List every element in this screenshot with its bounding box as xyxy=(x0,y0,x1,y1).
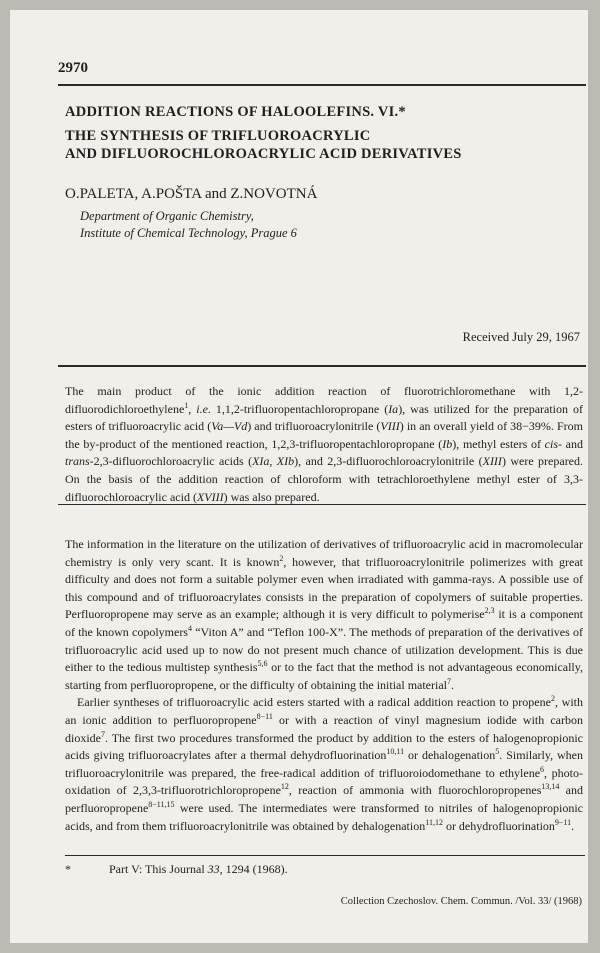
authors: O.PALETA, A.POŠTA and Z.NOVOTNÁ xyxy=(65,186,318,202)
title-line-3: AND DIFLUOROCHLOROACRYLIC ACID DERIVATIVES xyxy=(65,146,462,162)
page-number: 2970 xyxy=(58,60,88,76)
title-line-2: THE SYNTHESIS OF TRIFLUOROACRYLIC xyxy=(65,128,371,144)
received-date: Received July 29, 1967 xyxy=(462,330,580,344)
abstract-top-rule xyxy=(58,365,586,367)
journal-footer: Collection Czechoslov. Chem. Commun. /Vol. 33/ (1968) xyxy=(340,896,582,907)
abstract-bottom-rule xyxy=(58,504,586,505)
footnote: * Part V: This Journal 33, 1294 (1968). xyxy=(65,862,288,876)
abstract: The main product of the ionic addition reaction of fluorotrichloromethane with 1,2-difluorodichloroethylene$^1$, i.e. 1,1,2-trifluoropentachloropropane (Ia), was utilized for the preparation of esters of trifluoroacrylic acid (Va—Vd) and trifluoroacrylonitrile (VIII) in an overall yield of 38−39%. From the by-product of the mentioned reaction, 1,2,3-trifluoropentachloropropane (Ib), methyl esters of cis- and trans-2,3-difluorochloroacrylic acids (XIa, XIb), and 2,3-difluorochloroacrylonitrile (XIII) were prepared. On the basis of the addition reaction of chloroform with tetrachloroethylene methyl ester of 3,3-difluorochloroacrylic acid (XVIII) was also prepared. xyxy=(65,384,584,504)
affiliation-line-2: Institute of Chemical Technology, Prague 6 xyxy=(80,226,297,240)
paragraph-1: The information in the literature on the utilization of derivatives of trifluoroacrylic acid in macromolecular chemistry is only very scant. It is known$^2$, however, that trifluoroacrylonitrile polimerizes with great difficulty and does not form a suitable polymer even when irradiated with gamma-rays. A possible use of this compound and of trifluoroacrylates consists in the preparation of copolymers of suitable properties. Perfluoropropene may serve as an example; although it is very difficult to polymerise$^{2,3}$ it is a component of the known copolymers$^4$ “Viton A” and “Teflon 100-X”. The methods of preparation of the derivatives of trifluoroacrylic acid used up to now do not present much chance of utilization development. This is due either to the tedious multistep synthesis$^{5,6}$ or to the fact that the method is not advantageous economically, starting from perfluoropropene, or the difficulty of obtaining the initial material$^7$. xyxy=(65,537,583,692)
header-rule xyxy=(58,84,586,86)
footnote-rule xyxy=(65,855,585,856)
affiliation-line-1: Department of Organic Chemistry, xyxy=(80,209,254,223)
journal-page xyxy=(10,10,588,943)
paragraph-2: Earlier syntheses of trifluoroacrylic acid esters started with a radical addition reaction to propene$^2$, with an ionic addition to perfluoropropene$^{8-11}$ or with a reaction of vinyl magnesium iodide with carbon dioxide$^7$. The first two procedures transformed the product by addition to the esters of halogenopropionic acids giving trifluoroacrylates after a thermal dehydrofluorination$^{10,11}$ or dehalogenation$^5$. Similarly, when trifluoroacrylonitrile was prepared, the free-radical addition of trifluoroiodomethane to ethylene$^6$, photo-oxidation of 2,3,3-trifluorotrichloropropene$^{12}$, reaction of ammonia with fluorochloropropenes$^{13,14}$ and perfluoropropene$^{8-11,15}$ were used. The intermediates were transformed to nitriles of halogenopropionic acids, and from them trifluoroacrylonitrile was obtained by dehalogenation$^{11,12}$ or dehydrofluorination$^{9-11}$. xyxy=(65,694,584,833)
title-line-1: ADDITION REACTIONS OF HALOOLEFINS. VI.* xyxy=(65,104,406,120)
body-text xyxy=(65,536,583,835)
